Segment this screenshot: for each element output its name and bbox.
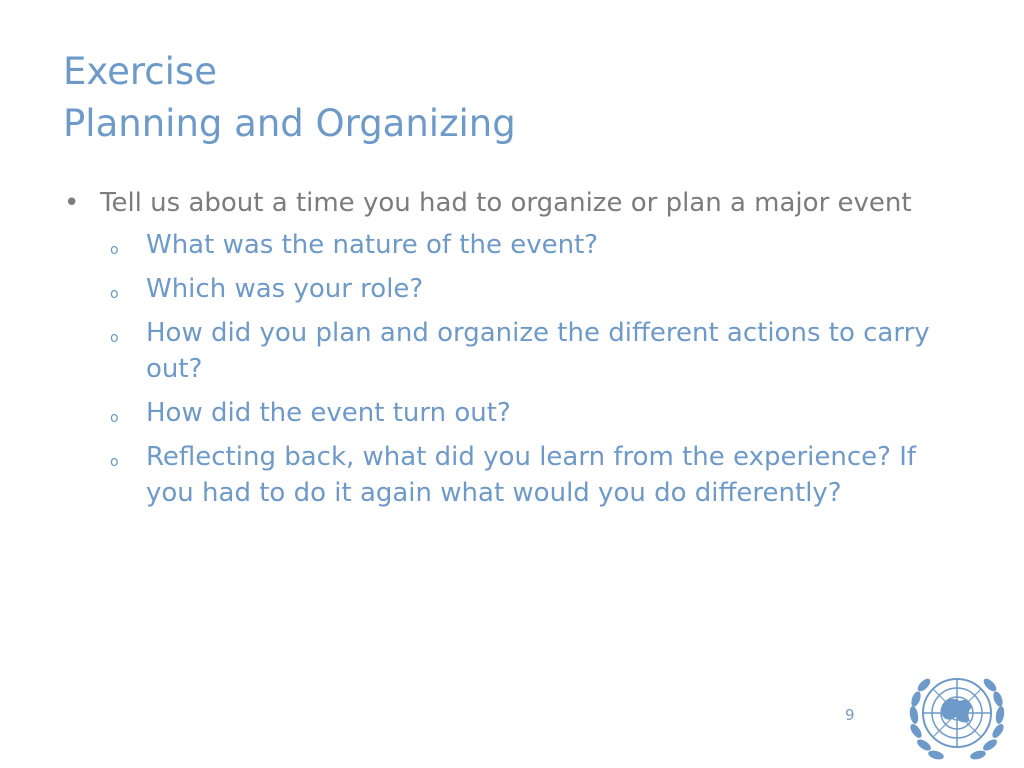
sub-bullet-list — [64, 227, 964, 511]
main-bullet — [64, 186, 980, 221]
sub-bullet-text: Which was your role? — [146, 274, 424, 304]
slide-title — [63, 46, 516, 150]
sub-bullet — [110, 227, 946, 263]
bullet-circle-icon: o — [110, 410, 119, 426]
sub-bullet-text: How did the event turn out? — [146, 398, 511, 428]
sub-bullet-text: Reflecting back, what did you learn from the experience? If you had to do it again what would you do differently? — [146, 442, 917, 508]
bullet-circle-icon: o — [110, 330, 119, 346]
bullet-dot-icon: • — [64, 188, 80, 218]
page-number: 9 — [845, 706, 855, 724]
bullet-circle-icon: o — [110, 286, 119, 302]
title-line-1: Exercise — [63, 50, 217, 93]
sub-bullet — [110, 271, 946, 307]
title-line-2: Planning and Organizing — [63, 102, 516, 145]
sub-bullet — [110, 315, 946, 387]
sub-bullet-text: What was the nature of the event? — [146, 230, 599, 260]
un-emblem-icon — [902, 665, 1012, 765]
main-bullet-text: Tell us about a time you had to organize or plan a major event — [100, 188, 912, 218]
sub-bullet — [110, 439, 946, 511]
slide-content — [64, 186, 964, 519]
bullet-circle-icon: o — [110, 454, 119, 470]
bullet-circle-icon: o — [110, 242, 119, 258]
sub-bullet-text: How did you plan and organize the different actions to carry out? — [146, 318, 930, 384]
sub-bullet — [110, 395, 946, 431]
